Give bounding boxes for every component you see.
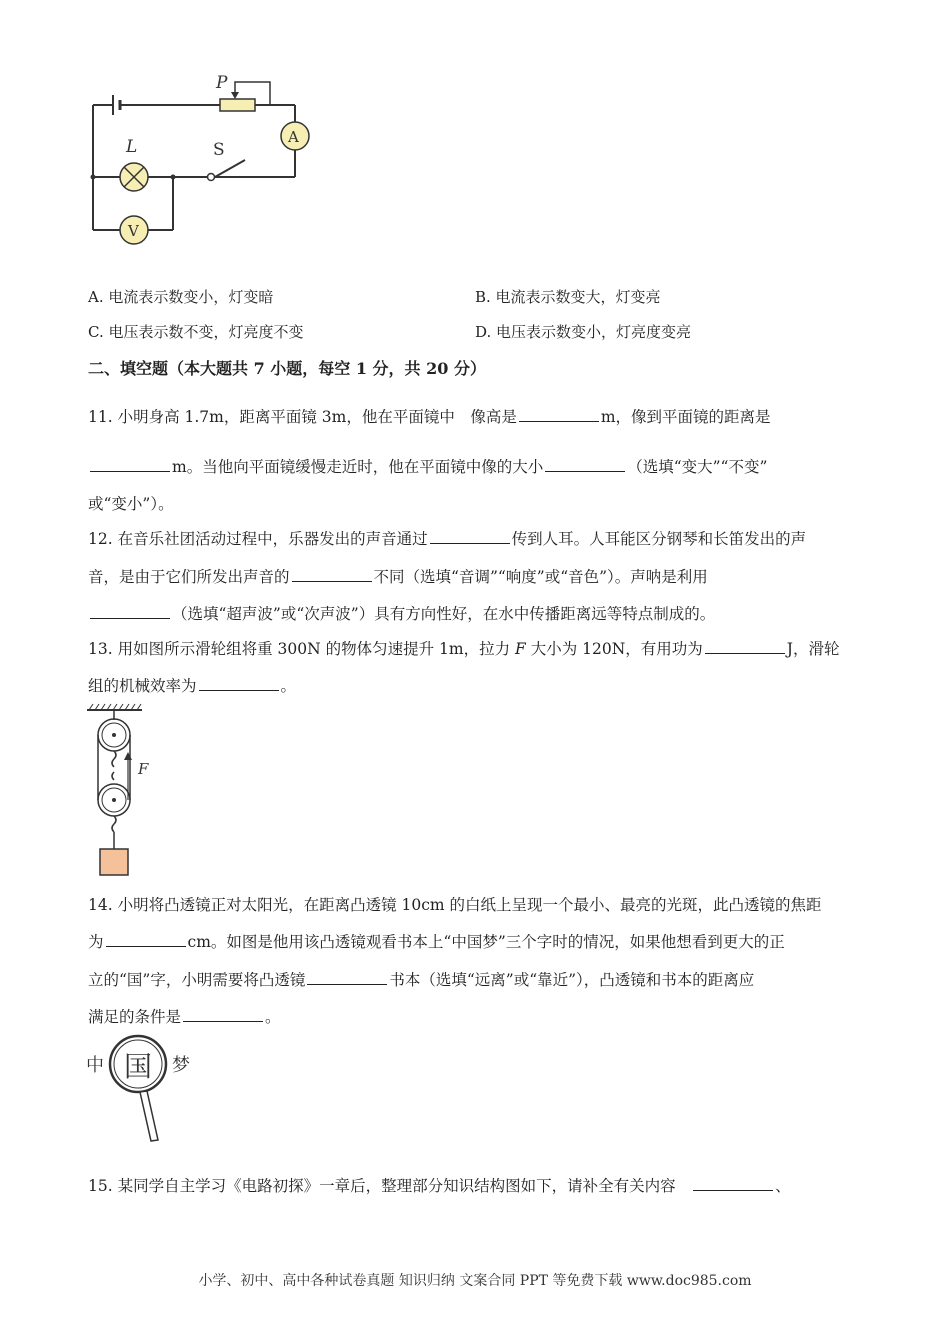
circuit-diagram [80,70,320,250]
option-a: A. 电流表示数变小，灯变暗 [88,288,274,306]
q11-line1: 11. 小明身高 1.7m，距离平面镜 3m，他在平面镜中 像高是 m，像到平面镜的距离是 [88,408,771,426]
char-left: 中 [86,1055,104,1076]
answer-blank [90,604,170,619]
answer-blank [90,457,170,472]
q12-line2: 音，是由于它们所发出声音的 不同（选填“音调”“响度”或“音色”）。声呐是利用 [88,568,708,586]
char-right: 梦 [172,1055,190,1076]
magnifier-diagram [82,1030,202,1145]
q11-line2: m。当他向平面镜缓慢走近时，他在平面镜中像的大小 （选填“变大”“不变” [88,455,767,477]
q14-line2: 为 cm。如图是他用该凸透镜观看书本上“中国梦”三个字时的情况，如果他想看到更大的正 [88,933,785,951]
q14-line4: 满足的条件是 。 [88,1008,281,1026]
char-magnified: 国 [124,1050,153,1083]
q11-line3: 或“变小”）。 [88,495,174,513]
switch-label: S [213,140,225,160]
voltmeter-label: V [128,222,139,240]
option-b: B. 电流表示数变大，灯变亮 [475,288,661,306]
q12-line1: 12. 在音乐社团活动过程中，乐器发出的声音通过 传到人耳。人耳能区分钢琴和长笛发出的声 [88,530,807,548]
q13-line1: 13. 用如图所示滑轮组将重 300N 的物体匀速提升 1m，拉力 F 大小为 120N，有用功为 J，滑轮 [88,640,840,658]
option-c: C. 电压表示数不变，灯亮度不变 [88,323,304,341]
ammeter-label: A [288,128,299,146]
force-label: F [138,760,149,778]
q14-line1: 14. 小明将凸透镜正对太阳光，在距离凸透镜 10cm 的白纸上呈现一个最小、最亮的光斑，此凸透镜的焦距 [88,896,822,914]
q15-line1: 15. 某同学自主学习《电路初探》一章后，整理部分知识结构图如下，请补全有关内容 、 [88,1177,791,1195]
lamp-label: L [126,137,138,157]
rheostat-label: P [216,73,228,93]
answer-blank [693,1176,773,1191]
answer-blank [705,639,785,654]
page-footer: 小学、初中、高中各种试卷真题 知识归纳 文案合同 PPT 等免费下载 www.doc985.com [198,1273,752,1289]
answer-blank [199,676,279,691]
q13-line2: 组的机械效率为 。 [88,677,297,695]
q14-line3: 立的“国”字，小明需要将凸透镜 书本（选填“远离”或“靠近”），凸透镜和书本的距离应 [88,971,755,989]
pulley-diagram [84,700,164,880]
answer-blank [183,1007,263,1022]
option-d: D. 电压表示数变小，灯亮度变亮 [475,323,692,341]
q12-line3: （选填“超声波”或“次声波”）具有方向性好，在水中传播距离远等特点制成的。 [88,602,715,624]
answer-blank [519,407,599,422]
answer-blank [106,932,186,947]
answer-blank [307,970,387,985]
section-heading: 二、填空题（本大题共 7 小题，每空 1 分，共 20 分） [88,359,486,378]
answer-blank [545,457,625,472]
answer-blank [430,529,510,544]
answer-blank [292,567,372,582]
